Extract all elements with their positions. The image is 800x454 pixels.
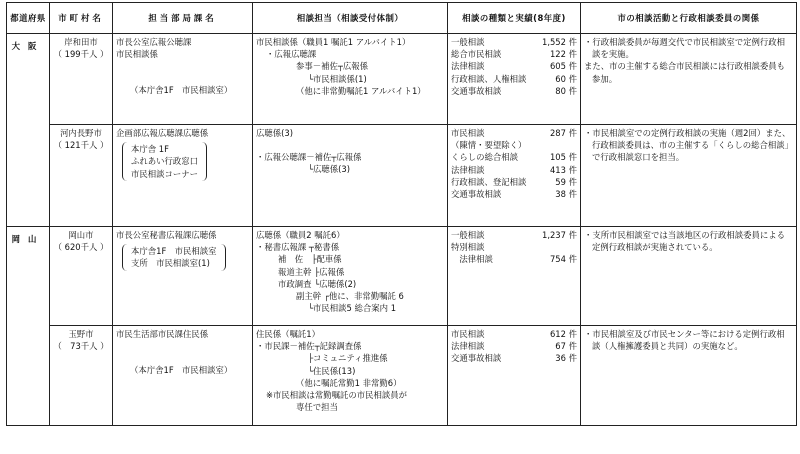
consultation-count: 67 件 (555, 341, 577, 352)
department-line: （本庁舎1F 市民相談室） (130, 85, 233, 96)
relation-text: ・支所市民相談室では当該地区の行政相談委員による定例行政相談が実施されている。 (584, 230, 785, 253)
consultation-item (451, 352, 577, 364)
consultation-count: 287 件 (549, 128, 577, 138)
consultation-item (451, 164, 577, 176)
consultation-count: 105 件 (549, 152, 577, 163)
header-staff: 相談担当（相談受付体制） (253, 3, 448, 34)
consultation-item (451, 85, 577, 97)
city-name: 河内長野市 (60, 128, 102, 138)
consultation-count: 122 件 (549, 49, 577, 60)
staff-structure-line: └住民係(13) (308, 365, 356, 376)
staff-structure-line: 専任で担当 (296, 402, 338, 413)
office-location-line: ふれあい行政窓口 (131, 156, 198, 167)
relation-cell (581, 125, 797, 227)
consultation-type: 行政相談、人権相談 (451, 73, 527, 84)
consultation-type: くらしの総合相談 (451, 152, 518, 163)
consultation-item (451, 328, 577, 340)
city-name: 岸和田市 (64, 37, 98, 47)
staff-structure-line: ├コミュニティ推進係 (308, 353, 388, 364)
header-city: 市町村名 (50, 3, 113, 34)
city-name: 玉野市 (68, 329, 94, 339)
city-population: （ 121千人 ） (53, 140, 109, 151)
consultation-item (451, 48, 577, 60)
office-location-box (122, 244, 226, 270)
staff-structure-cell (253, 227, 448, 326)
department-line: 市長公室秘書広報課広聴係 (116, 230, 217, 240)
consultation-count: 60 件 (555, 73, 577, 84)
consultation-count: 80 件 (555, 85, 577, 96)
relation-cell (581, 326, 797, 426)
city-name: 岡山市 (68, 230, 94, 240)
city-cell (50, 34, 113, 125)
city-population: （ 73千人 ） (53, 341, 109, 352)
table-row (7, 227, 797, 326)
consultation-type: （陳情・要望除く） (451, 140, 527, 151)
department-line: 市民相談係 (116, 49, 158, 60)
staff-structure-line: 補 佐 ├配車係 (278, 254, 342, 265)
consultation-count: 38 件 (555, 189, 577, 200)
prefecture-cell: 岡山 (7, 227, 50, 426)
staff-structure-line: 参事－補佐┬広報係 (296, 61, 369, 72)
relation-text: ・市民相談室及び市民センター等における定例行政相談（人権擁護委員と共同）の実施など。 (584, 329, 785, 352)
staff-structure-line: （他に嘱託常勤1 非常勤6） (296, 377, 402, 388)
consultation-cell (448, 326, 581, 426)
header-row (7, 3, 797, 34)
relation-text: ・行政相談委員が毎週交代で市民相談室で定例行政相談を実施。 (584, 37, 785, 60)
consultation-type: 交通事故相談 (451, 353, 502, 364)
department-line (116, 340, 249, 352)
department-cell (113, 34, 253, 125)
staff-structure-line: └広聴係(3) (308, 164, 351, 175)
department-line: 市民生活部市民課住民係 (116, 329, 209, 339)
header-consult: 相談の種類と実績(8年度) (448, 3, 581, 34)
consultation-type: 一般相談 (451, 37, 485, 47)
consultation-item (451, 188, 577, 200)
consultation-type: 行政相談、登記相談 (451, 176, 527, 187)
consultation-type: 法律相談 (451, 61, 485, 72)
office-location-box (122, 142, 207, 181)
header-pref: 都道府県 (7, 3, 50, 34)
relation-cell (581, 34, 797, 125)
consultation-type: 特別相談 (451, 242, 485, 253)
consultation-item (451, 176, 577, 188)
consultation-count: 1,552 件 (541, 37, 577, 47)
department-cell (113, 326, 253, 426)
consultation-item (451, 127, 577, 139)
staff-structure-line: 報道主幹 ├広報係 (278, 266, 345, 277)
office-location-line: 本庁舎1F 市民相談室 (131, 246, 217, 257)
relation-text: また、市の主催する総合市民相談には行政相談委員も参加。 (584, 61, 785, 84)
department-line: （本庁舎1F 市民相談室） (130, 365, 233, 376)
city-population: （ 620千人 ） (53, 242, 109, 253)
staff-structure-line: ・広報広聴課 (266, 49, 317, 60)
table-row (7, 125, 797, 227)
consultation-type: 交通事故相談 (451, 85, 502, 96)
staff-structure-line: 広聴係(3) (256, 128, 293, 138)
staff-structure-line: 住民係（嘱託1） (256, 329, 320, 339)
table-row (7, 34, 797, 125)
consultation-count: 413 件 (549, 164, 577, 175)
staff-structure-line: 副主幹 ┌他に、非常勤嘱託 6 (296, 291, 404, 302)
department-line: 企画部広報広聴課広聴係 (116, 128, 209, 138)
department-line (116, 72, 249, 84)
consultation-type: 市民相談 (451, 128, 485, 138)
city-population: （ 199千人 ） (53, 49, 109, 60)
department-cell (113, 125, 253, 227)
consultation-type: 法律相談 (451, 254, 493, 265)
consultation-item (451, 60, 577, 72)
department-line: 市長公室広報公聴課 (116, 37, 192, 47)
staff-structure-line: 市政調査 └広聴係(2) (278, 278, 357, 289)
consultation-count: 605 件 (549, 61, 577, 72)
consultation-type: 交通事故相談 (451, 189, 502, 200)
staff-structure-line: └市民相談5 総合案内 1 (308, 303, 397, 314)
header-dept: 担当部局課名 (113, 3, 253, 34)
department-line (116, 60, 249, 72)
consultation-count: 59 件 (555, 176, 577, 187)
consultation-count: 36 件 (555, 353, 577, 364)
staff-structure-line: ※市民相談は常勤嘱託の市民相談員が (266, 390, 408, 401)
staff-structure-line: ・広報公聴課－補佐┬広報係 (256, 152, 362, 163)
staff-structure-line: 広聴係（職員2 嘱託6） (256, 230, 345, 240)
staff-structure-cell (253, 326, 448, 426)
consultation-type: 市民相談 (451, 329, 485, 339)
consultation-type: 一般相談 (451, 230, 485, 240)
consultation-item (451, 73, 577, 85)
relation-text: ・市民相談室での定例行政相談の実施（週2回）また、行政相談委員は、市の主催する「くらしの総合相談」で行政相談窓口を担当。 (584, 128, 793, 163)
consultation-cell (448, 34, 581, 125)
consultation-type: 総合市民相談 (451, 49, 502, 60)
consultation-item (451, 241, 577, 253)
department-cell (113, 227, 253, 326)
consultation-cell (448, 125, 581, 227)
relation-cell (581, 227, 797, 326)
staff-structure-line: （他に非常勤嘱託1 アルバイト1） (296, 85, 426, 96)
consultation-table (6, 2, 797, 426)
consultation-item (451, 139, 577, 151)
staff-structure-line: ・秘書広報課 ┬秘書係 (256, 242, 340, 253)
header-relation: 市の相談活動と行政相談委員の関係 (581, 3, 797, 34)
office-location-line: 支所 市民相談室(1) (131, 258, 210, 269)
city-cell (50, 326, 113, 426)
staff-structure-line: 市民相談係（職員1 嘱託1 アルバイト1） (256, 37, 411, 47)
consultation-item (451, 340, 577, 352)
consultation-item (451, 229, 577, 241)
staff-structure-line (256, 139, 444, 151)
staff-structure-line: └市民相談係(1) (308, 73, 367, 84)
city-cell (50, 125, 113, 227)
consultation-item (451, 151, 577, 163)
city-cell (50, 227, 113, 326)
prefecture-cell: 大阪 (7, 34, 50, 227)
consultation-count: 612 件 (549, 329, 577, 339)
consultation-count: 754 件 (549, 254, 577, 265)
consultation-item (451, 253, 577, 265)
table-row (7, 326, 797, 426)
staff-structure-cell (253, 125, 448, 227)
consultation-type: 法律相談 (451, 164, 485, 175)
consultation-cell (448, 227, 581, 326)
office-location-line: 市民相談コーナー (131, 168, 198, 179)
consultation-item (451, 36, 577, 48)
staff-structure-cell (253, 34, 448, 125)
department-line (116, 352, 249, 364)
consultation-count: 1,237 件 (541, 230, 577, 240)
consultation-type: 法律相談 (451, 341, 485, 352)
staff-structure-line: ・市民課－補佐┬記録調査係 (256, 341, 362, 352)
office-location-line: 本庁舎 1F (131, 144, 169, 155)
